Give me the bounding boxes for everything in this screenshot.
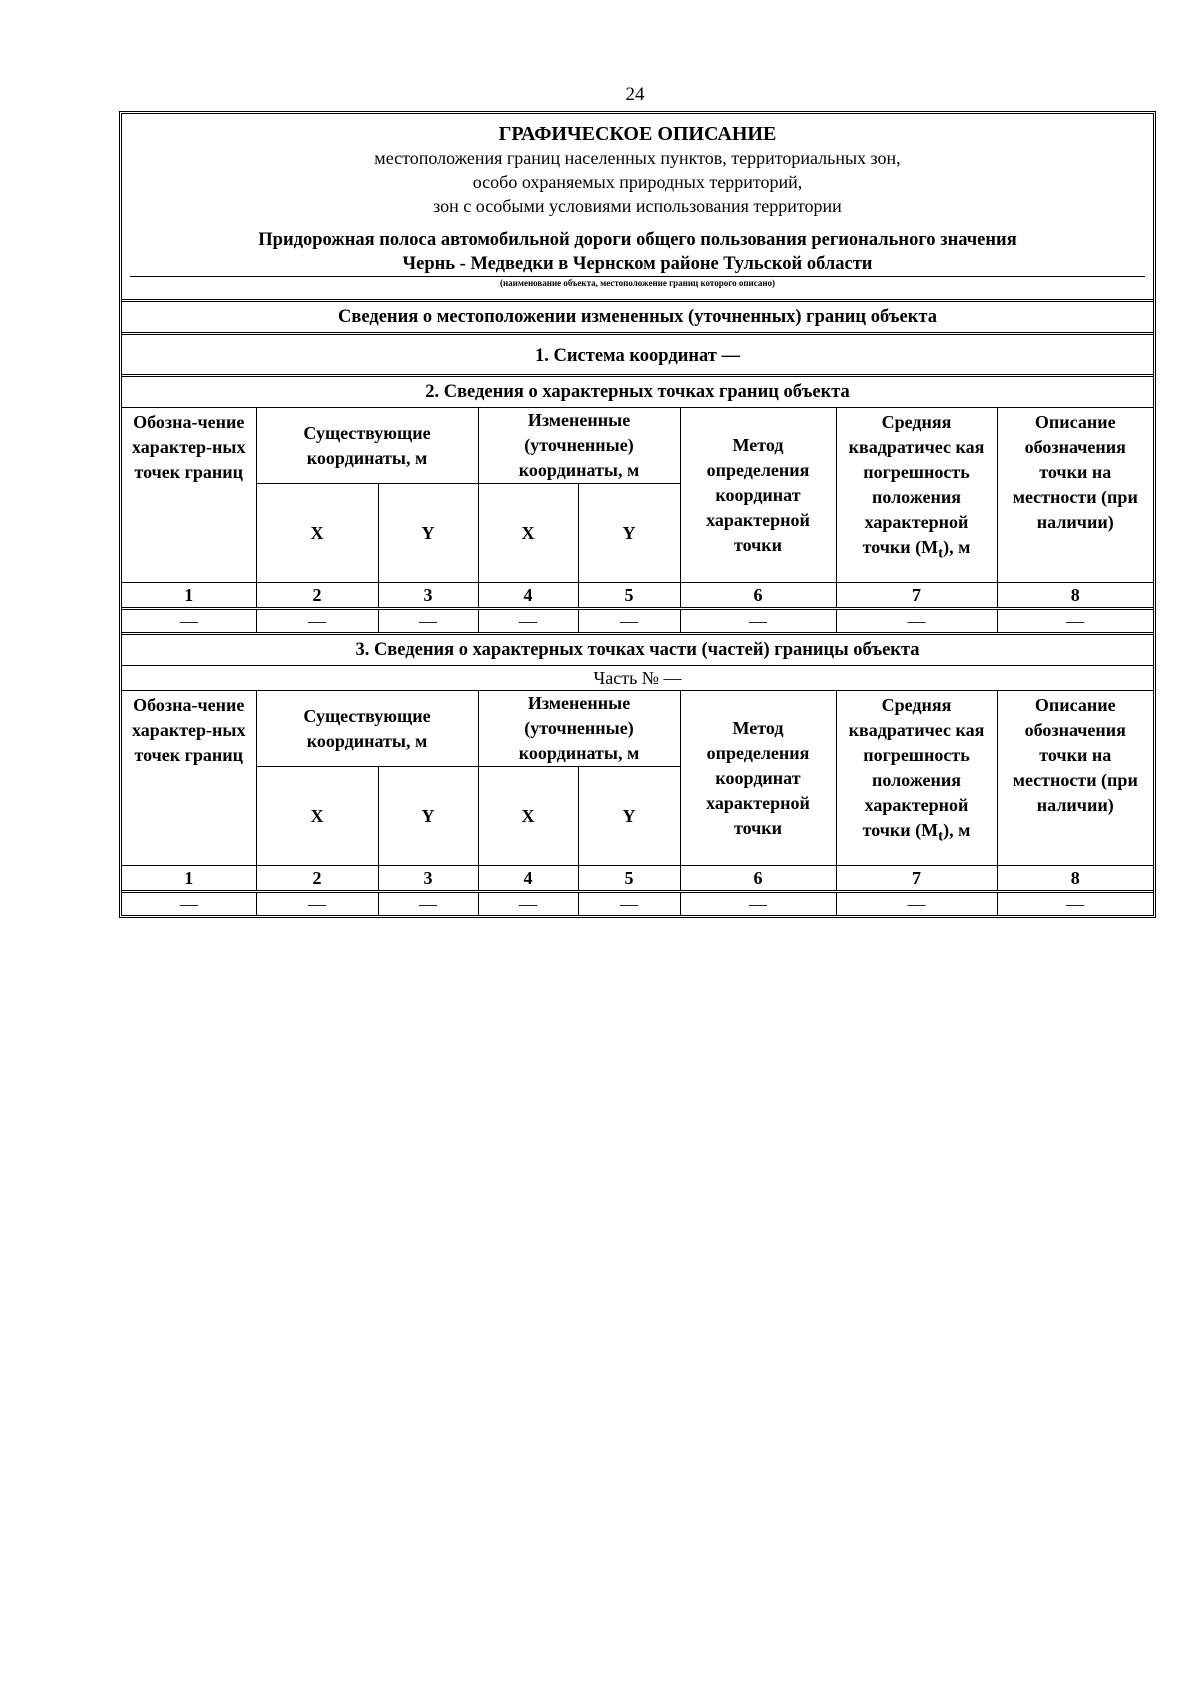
object-name-line-2: Чернь - Медведки в Чернском районе Тульской области	[402, 254, 873, 274]
boundary-points-table	[122, 408, 1153, 632]
column-number-row	[122, 583, 1153, 609]
table-cell: —	[578, 609, 680, 633]
table-row	[122, 892, 1153, 916]
table-cell: —	[680, 892, 836, 916]
header-changed-y: Y	[578, 767, 680, 866]
part-points-table	[122, 691, 1153, 915]
table-row	[122, 609, 1153, 633]
object-caption: (наименование объекта, местоположение границ которого описано)	[499, 278, 776, 288]
header-error-text: Средняя квадратичес кая погрешность положения характерной точки (M	[848, 412, 985, 557]
section-changed-boundaries: Сведения о местоположении измененных (уточненных) границ объекта	[122, 302, 1153, 335]
column-number: 3	[378, 583, 478, 609]
header-changed-x: X	[478, 767, 578, 866]
table-cell: —	[478, 609, 578, 633]
subtitle-line-2: особо охраняемых природных территорий,	[472, 172, 803, 192]
table-cell: —	[578, 892, 680, 916]
header-changed-x: X	[478, 484, 578, 583]
table-cell: —	[378, 892, 478, 916]
table-cell: —	[256, 892, 378, 916]
header-changed-coords: Измененные (уточненные) координаты, м	[478, 691, 680, 767]
part-number: Часть № —	[122, 666, 1153, 691]
column-number: 8	[997, 583, 1153, 609]
header-error-sub: t	[938, 545, 944, 562]
header-method: Метод определения координат характерной точки	[680, 408, 836, 583]
column-number: 7	[836, 583, 997, 609]
header-error	[836, 691, 997, 866]
header-existing-x: X	[256, 767, 378, 866]
subtitle-line-3: зон с особыми условиями использования территории	[433, 196, 842, 216]
column-number: 5	[578, 866, 680, 892]
table-cell: —	[997, 892, 1153, 916]
column-number: 2	[256, 866, 378, 892]
section-boundary-points: 2. Сведения о характерных точках границ объекта	[122, 377, 1153, 408]
header-designation: Обозна-чение характер-ных точек границ	[122, 691, 256, 866]
header-existing-y: Y	[378, 767, 478, 866]
header-error-text: Средняя квадратичес кая погрешность положения характерной точки (M	[848, 695, 985, 840]
header-description: Описание обозначения точки на местности (при наличии)	[997, 691, 1153, 866]
column-number: 1	[122, 583, 256, 609]
column-number: 3	[378, 866, 478, 892]
header-error-unit: ), м	[943, 820, 971, 840]
header-error-unit: ), м	[943, 537, 971, 557]
header-existing-coords: Существующие координаты, м	[256, 691, 478, 767]
column-number: 7	[836, 866, 997, 892]
header-description: Описание обозначения точки на местности (при наличии)	[997, 408, 1153, 583]
header-designation: Обозна-чение характер-ных точек границ	[122, 408, 256, 583]
section-part-points: 3. Сведения о характерных точках части (частей) границы объекта	[122, 635, 1153, 666]
table-cell: —	[378, 609, 478, 633]
column-number: 1	[122, 866, 256, 892]
section-coordinate-system: 1. Система координат —	[122, 335, 1153, 377]
header-existing-y: Y	[378, 484, 478, 583]
header-block	[122, 114, 1153, 302]
column-number-row	[122, 866, 1153, 892]
column-number: 2	[256, 583, 378, 609]
table-cell: —	[256, 609, 378, 633]
table-cell: —	[997, 609, 1153, 633]
column-number: 6	[680, 866, 836, 892]
header-existing-coords: Существующие координаты, м	[256, 408, 478, 484]
header-changed-y: Y	[578, 484, 680, 583]
column-number: 4	[478, 583, 578, 609]
header-existing-x: X	[256, 484, 378, 583]
header-method: Метод определения координат характерной точки	[680, 691, 836, 866]
column-number: 8	[997, 866, 1153, 892]
subtitle-line-1: местоположения границ населенных пунктов, территориальных зон,	[374, 148, 901, 168]
table-cell: —	[836, 609, 997, 633]
table-cell: —	[122, 609, 256, 633]
table-cell: —	[478, 892, 578, 916]
page-number: 24	[625, 84, 645, 105]
table-cell: —	[122, 892, 256, 916]
table-cell: —	[836, 892, 997, 916]
header-changed-coords: Измененные (уточненные) координаты, м	[478, 408, 680, 484]
column-number: 5	[578, 583, 680, 609]
table-cell: —	[680, 609, 836, 633]
graphic-description-frame	[119, 111, 1156, 918]
document-title: ГРАФИЧЕСКОЕ ОПИСАНИЕ	[498, 123, 777, 145]
column-number: 6	[680, 583, 836, 609]
object-name-line-1: Придорожная полоса автомобильной дороги общего пользования регионального значения	[258, 230, 1017, 250]
header-error	[836, 408, 997, 583]
header-error-sub: t	[938, 828, 944, 845]
column-number: 4	[478, 866, 578, 892]
